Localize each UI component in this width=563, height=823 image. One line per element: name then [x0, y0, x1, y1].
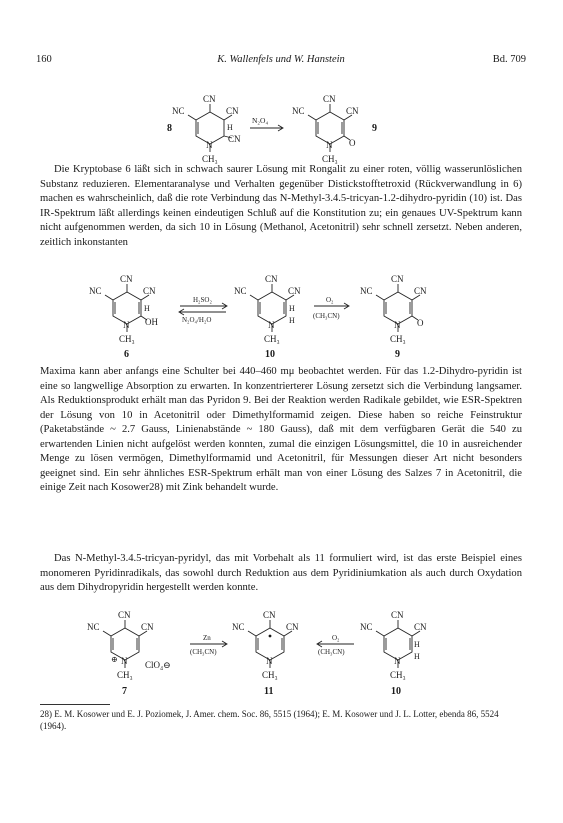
s2-nc-6: NC	[89, 286, 102, 296]
s2-cn-9-top: CN	[391, 274, 404, 284]
s3-nc-10: NC	[360, 622, 373, 632]
s1-compound-8: 8	[167, 123, 172, 134]
s2-oh-6: OH	[145, 317, 158, 327]
s1-ch3-left: CH₃	[202, 154, 218, 164]
s3-cn-11-top: CN	[263, 610, 276, 620]
s1-o: O	[349, 138, 356, 148]
s3-plus: ⊕	[111, 655, 118, 664]
s3-h-10-b: H	[414, 652, 420, 661]
running-title: K. Wallenfels und W. Hanstein	[217, 54, 345, 65]
s3-ch3-10: CH₃	[390, 670, 406, 680]
s1-compound-9: 9	[372, 123, 377, 134]
s3-cn-7-right: CN	[141, 622, 154, 632]
s1-cn-top-right: CN	[323, 94, 336, 104]
s2-reagent-forward: H₂SO₂	[193, 296, 212, 304]
radical-dot	[269, 635, 272, 638]
s2-solvent: (CH₃CN)	[313, 312, 340, 320]
s3-cn-10-top: CN	[391, 610, 404, 620]
s2-n-9: N	[394, 320, 401, 330]
s3-solvent-2: (CH₃CN)	[318, 648, 345, 656]
s3-compound-7: 7	[122, 686, 127, 697]
volume-label: Bd. 709	[492, 54, 526, 65]
s1-nc-right: NC	[292, 106, 305, 116]
s3-n-10: N	[394, 656, 401, 666]
s1-ch3-right: CH₃	[322, 154, 338, 164]
s2-cn-6-right: CN	[143, 286, 156, 296]
s2-cn-6-top: CN	[120, 274, 133, 284]
s1-nc-left: NC	[172, 106, 185, 116]
s3-h-10-a: H	[414, 640, 420, 649]
s2-cn-10-right: CN	[288, 286, 301, 296]
s2-ch3-10: CH₃	[264, 334, 280, 344]
s3-cn-7-top: CN	[118, 610, 131, 620]
s3-reagent-o2: O₂	[332, 634, 340, 642]
paragraph-2: Maxima kann aber anfangs eine Schulter bei 440–460 mμ beobachtet werden. Für das 1.2-Dihydro-pyridin ist eine so langwellige Absorption zu erwarten. In konzentrierterer Lösung zersetzt sich die Verbindung langsamer. Als Reduktionsprodukt erhält man das Pyridon 9. Bei der Reaktion werden Radikale gebildet, wie ESR-Spektren der Lösung von 10 in Acetonitril oder Dimethylformamid zeigen. Diese haben so reiche Feinstruktur (Paketabstände ~ 2.7 Gauss, Linienabstände ~ 180 Gauss), daß mit dem verfügbaren Gerät die 540 zu erwartenden Linien nicht aufgelöst werden konnten, zumal die einzigen Lösungsmittel, die 10 in ausreichender Menge zu lösen vermögen, Dimethylformamid und Acetonitril, für Messungen dieser Art nicht besonders geeignet sind. Ein sehr ähnliches ESR-Spektrum erhält man von einer Lösung des Salzes 7 in Acetonitril, die einige Zeit nach Kosower28) mit Zink behandelt wurde.	[40, 366, 522, 493]
s2-compound-9: 9	[395, 349, 400, 360]
s2-reagent-o2: O₂	[326, 296, 334, 304]
s3-compound-10: 10	[391, 686, 401, 697]
s1-n-left: N	[206, 140, 213, 150]
s2-compound-10: 10	[265, 349, 275, 360]
s2-n-10: N	[268, 320, 275, 330]
s2-n-6: N	[123, 320, 130, 330]
paragraph-3: Das N-Methyl-3.4.5-tricyan-pyridyl, das mit Vorbehalt als 11 formuliert wird, ist das erste Beispiel eines monomeren Pyridinradikals, das sowohl durch Reduktion aus dem Pyridiniumkation als auch durch Oxydation aus dem Dihydropyridin hergestellt werden konnte.	[40, 553, 522, 593]
s2-h-10-a: H	[289, 304, 295, 313]
s2-reagent-back: N₂O₄/H₂O	[182, 316, 212, 324]
s3-cn-11-right: CN	[286, 622, 299, 632]
s2-nc-9: NC	[360, 286, 373, 296]
s1-reagent: N₂O₄	[252, 116, 269, 125]
s3-compound-11: 11	[264, 686, 274, 697]
s3-reagent-zn: Zn	[203, 634, 211, 642]
s3-nc-7: NC	[87, 622, 100, 632]
s3-n-7: N	[121, 656, 128, 666]
s3-cn-10-right: CN	[414, 622, 427, 632]
s3-ch3-7: CH₃	[117, 670, 133, 680]
s2-cn-9-right: CN	[414, 286, 427, 296]
s2-ch3-6: CH₃	[119, 334, 135, 344]
s2-o-9: O	[417, 318, 424, 328]
s1-h: H	[227, 123, 233, 132]
footnote-28: 28) E. M. Kosower und E. J. Poziomek, J. Amer. chem. Soc. 86, 5515 (1964); E. M. Kosower und J. L. Lotter, ebenda 86, 5524 (1964).	[40, 709, 499, 731]
s1-n-right: N	[326, 140, 333, 150]
s2-compound-6: 6	[124, 349, 129, 360]
page-header	[36, 54, 526, 68]
s3-nc-11: NC	[232, 622, 245, 632]
s1-cn-right: CN	[226, 106, 239, 116]
s2-nc-10: NC	[234, 286, 247, 296]
s3-counterion: ClO₄⊖	[145, 660, 171, 670]
paragraph-1: Die Kryptobase 6 läßt sich in schwach saurer Lösung mit Rongalit zu einer roten, völlig wasserunlöslichen Substanz reduzieren. Elementaranalyse und Verhalten gegenüber Distickstofftetroxid (Rückverwandlung in 6) machen es wahrscheinlich, daß die rote Verbindung das N-Methyl-3.4.5-tricyan-1.2-dihydro-pyridin (10) ist. Das IR-Spektrum läßt allerdings keinen eindeutigen Schluß auf die Konstitution zu; ein genaues UV-Spektrum kann nicht aufgenommen werden, da sich 10 in Lösung (Methanol, Acetonitril) sehr schnell zersetzt. Neben anderen, zeitlich inkonstanten	[40, 164, 522, 248]
s3-n-11: N	[266, 656, 273, 666]
s1-cn-top: CN	[203, 94, 216, 104]
page-number: 160	[36, 54, 52, 65]
footnote-rule	[40, 704, 110, 705]
s1-cn-bottom: CN	[228, 134, 241, 144]
s3-ch3-11: CH₃	[262, 670, 278, 680]
s2-cn-10-top: CN	[265, 274, 278, 284]
s3-solvent-1: (CH₃CN)	[190, 648, 217, 656]
s2-h-10-b: H	[289, 316, 295, 325]
s1-cn-right-ring: CN	[346, 106, 359, 116]
s2-ch3-9: CH₃	[390, 334, 406, 344]
s2-h-6: H	[144, 304, 150, 313]
